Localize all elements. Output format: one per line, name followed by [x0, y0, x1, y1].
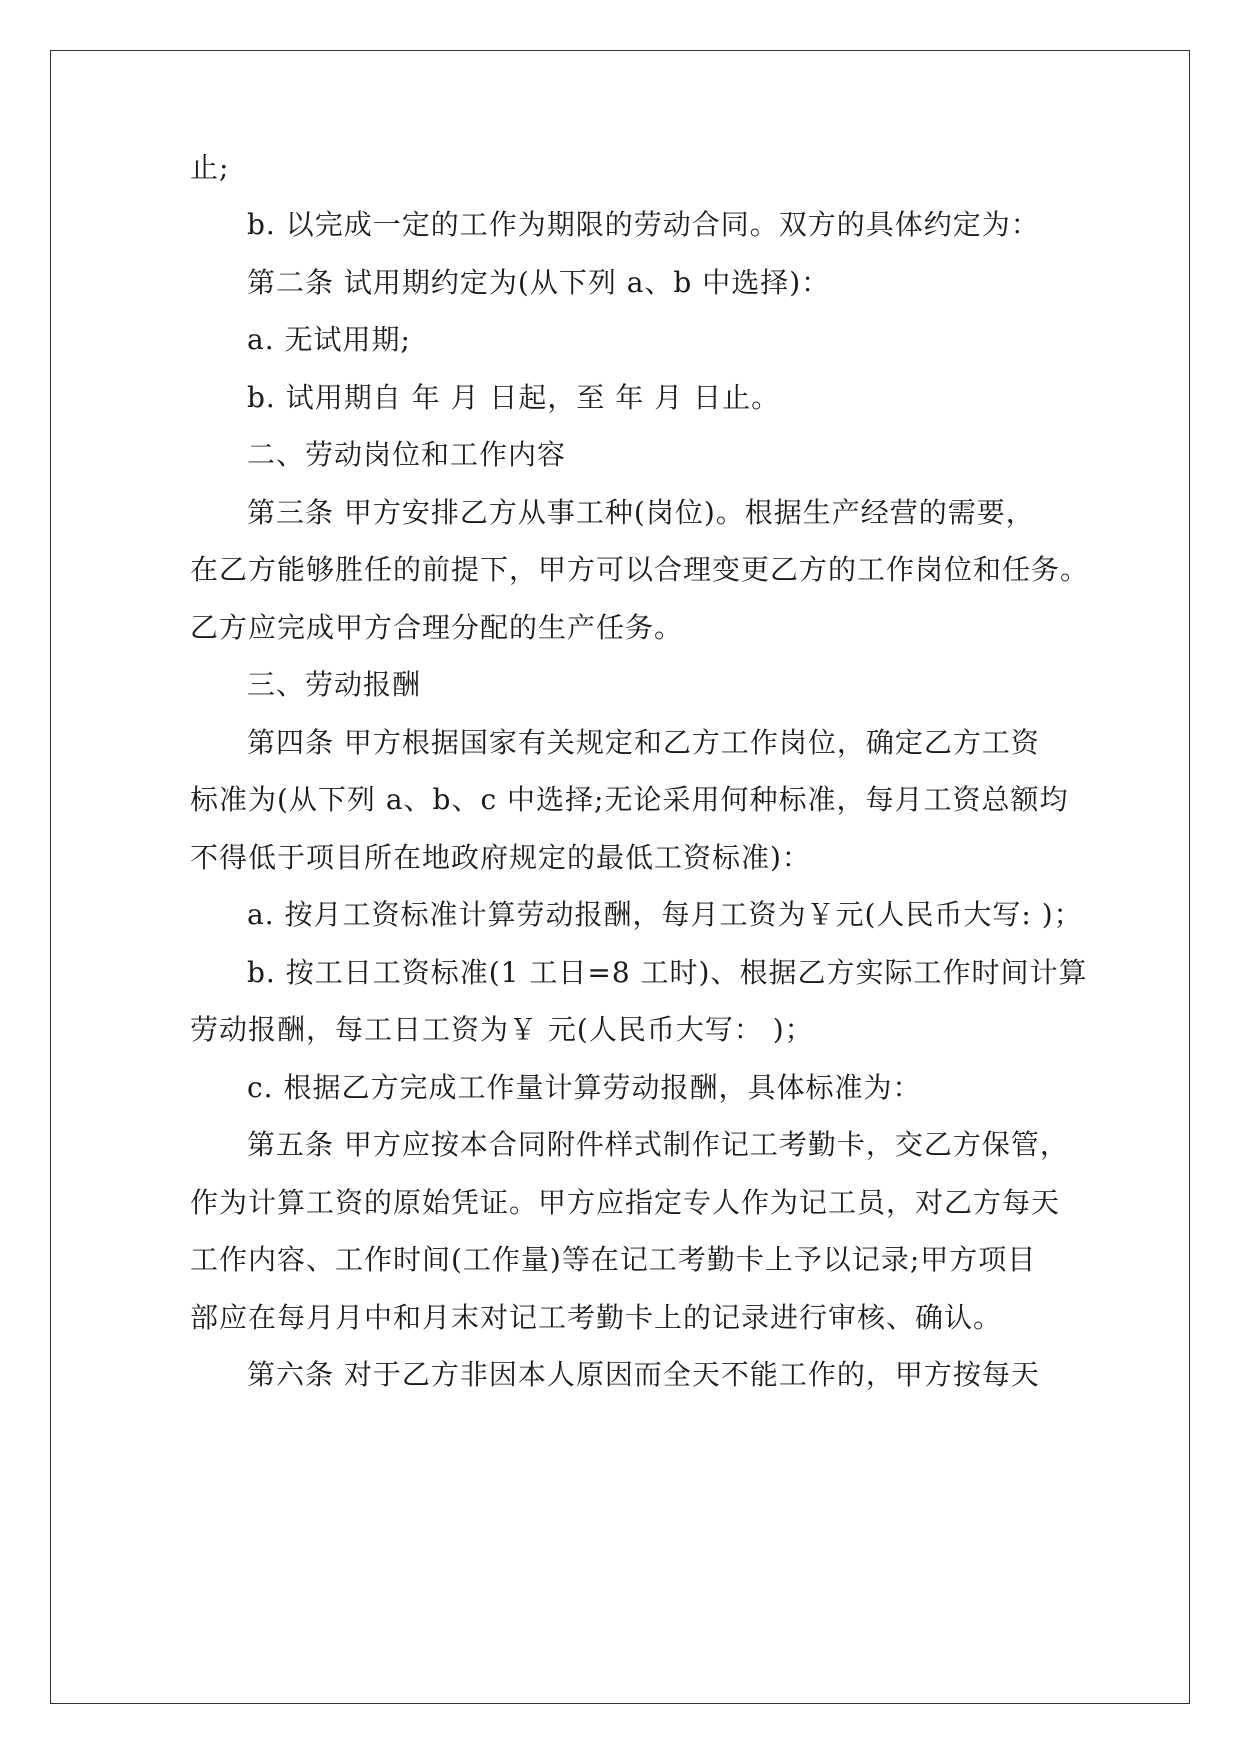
paragraph-line: b. 以完成一定的工作为期限的劳动合同。双方的具体约定为：: [247, 208, 1040, 241]
section-heading: 三、劳动报酬: [247, 668, 422, 701]
paragraph-line: a. 无试用期;: [247, 323, 411, 356]
paragraph-line: b. 按工日工资标准(1 工日=8 工时)、根据乙方实际工作时间计算: [247, 956, 1088, 989]
paragraph-line: 第二条 试用期约定为(从下列 a、b 中选择)：: [247, 266, 831, 299]
paragraph-line: 不得低于项目所在地政府规定的最低工资标准)：: [190, 841, 811, 874]
section-heading: 二、劳动岗位和工作内容: [247, 438, 567, 471]
paragraph-line: b. 试用期自 年 月 日起，至 年 月 日止。: [247, 381, 781, 414]
paragraph-line: 第六条 对于乙方非因本人原因而全天不能工作的，甲方按每天: [247, 1358, 1040, 1391]
paragraph-line: 工作内容、工作时间(工作量)等在记工考勤卡上予以记录;甲方项目: [190, 1243, 1037, 1276]
paragraph-line: 乙方应完成甲方合理分配的生产任务。: [190, 611, 684, 644]
paragraph-line: 第五条 甲方应按本合同附件样式制作记工考勤卡，交乙方保管，: [247, 1128, 1069, 1161]
paragraph-line: 劳动报酬，每工日工资为￥ 元(人民币大写： )；: [190, 1013, 814, 1046]
paragraph-line: a. 按月工资标准计算劳动报酬，每月工资为￥元(人民币大写: )；: [247, 898, 1083, 931]
paragraph-line: 第三条 甲方安排乙方从事工种(岗位)。根据生产经营的需要，: [247, 496, 1035, 529]
paragraph-line: 标准为(从下列 a、b、c 中选择;无论采用何种标准，每月工资总额均: [190, 783, 1069, 816]
paragraph-line: 在乙方能够胜任的前提下，甲方可以合理变更乙方的工作岗位和任务。: [190, 553, 1090, 586]
paragraph-line: 部应在每月月中和月末对记工考勤卡上的记录进行审核、确认。: [190, 1301, 1003, 1334]
paragraph-line: 第四条 甲方根据国家有关规定和乙方工作岗位，确定乙方工资: [247, 726, 1040, 759]
paragraph-line: 止;: [190, 151, 230, 184]
paragraph-line: c. 根据乙方完成工作量计算劳动报酬，具体标准为：: [247, 1071, 922, 1104]
paragraph-line: 作为计算工资的原始凭证。甲方应指定专人作为记工员，对乙方每天: [190, 1186, 1061, 1219]
